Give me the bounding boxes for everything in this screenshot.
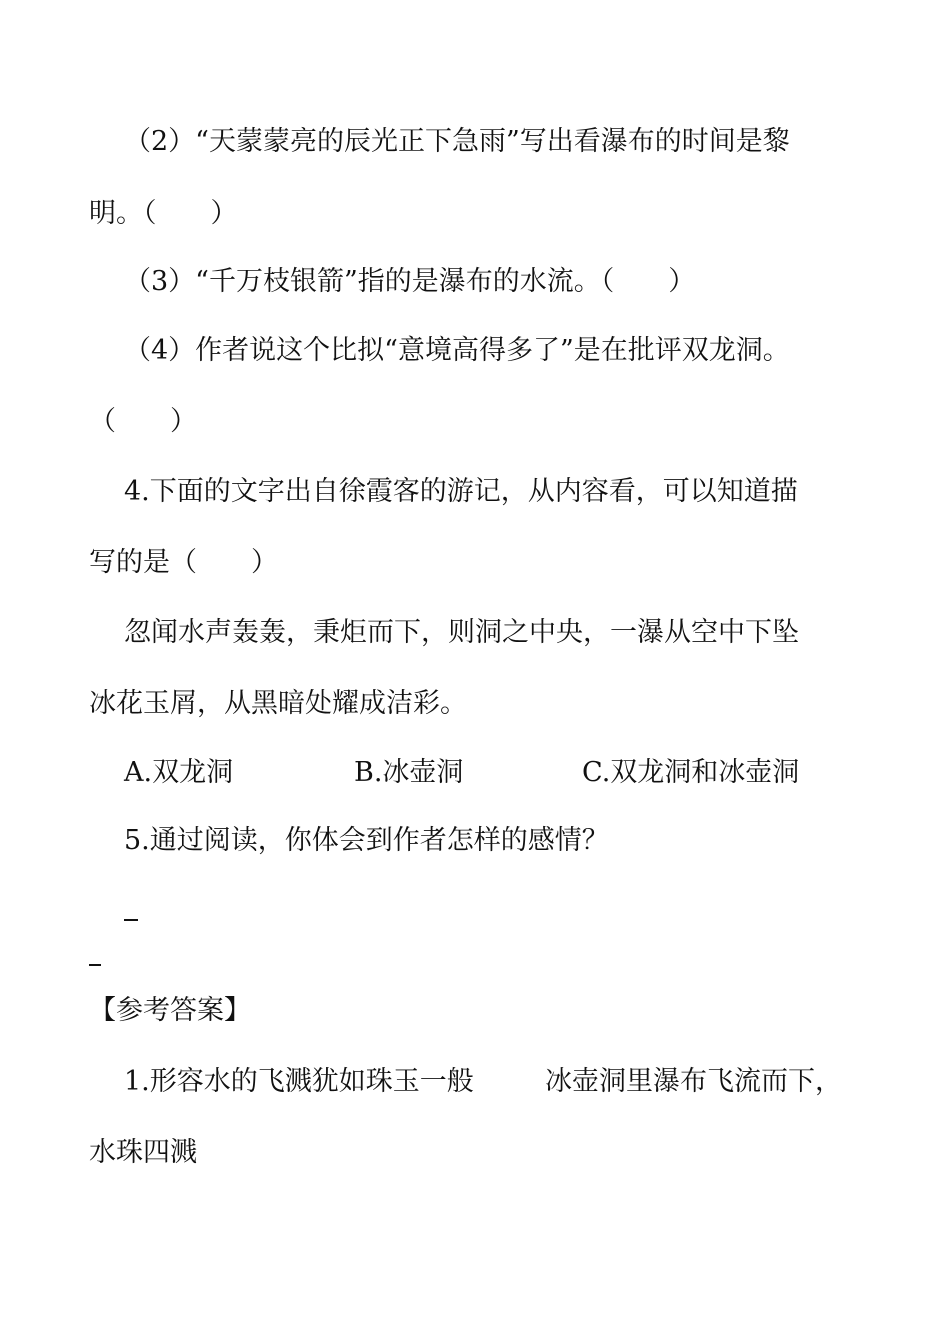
q3-item3: （3）“千万枝银箭”指的是瀑布的水流。（ ） (124, 266, 696, 297)
answer-blank-line-2 (89, 964, 101, 966)
q4-option-c: C.双龙洞和冰壶洞 (582, 757, 800, 788)
q3-item4-line2: （ ） (89, 406, 197, 437)
q4-stem-line1: 4.下面的文字出自徐霞客的游记，从内容看，可以知道描 (124, 476, 798, 507)
q3-item2-line2: 明。（ ） (89, 198, 238, 229)
answer-1-line2: 水珠四溅 (89, 1137, 197, 1168)
q4-stem-line2: 写的是（ ） (89, 547, 278, 578)
q5-stem: 5.通过阅读，你体会到作者怎样的感情？ (124, 825, 609, 856)
q4-quote-line2: 冰花玉屑，从黑暗处耀成洁彩。 (89, 688, 467, 719)
answers-heading: 【参考答案】 (89, 995, 251, 1026)
answer-1-part1: 1.形容水的飞溅犹如珠玉一般 (124, 1066, 474, 1097)
answer-1-part2: 冰壶洞里瀑布飞流而下， (545, 1066, 842, 1097)
q4-quote-line1: 忽闻水声轰轰，秉炬而下，则洞之中央，一瀑从空中下坠 (124, 617, 799, 648)
q3-item4-line1: （4）作者说这个比拟“意境高得多了”是在批评双龙洞。 (124, 335, 790, 366)
answer-blank-line-1 (124, 919, 138, 921)
q4-option-a: A.双龙洞 (124, 757, 234, 788)
q3-item2-line1: （2）“天蒙蒙亮的辰光正下急雨”写出看瀑布的时间是黎 (124, 126, 790, 157)
q4-option-b: B.冰壶洞 (354, 757, 464, 788)
